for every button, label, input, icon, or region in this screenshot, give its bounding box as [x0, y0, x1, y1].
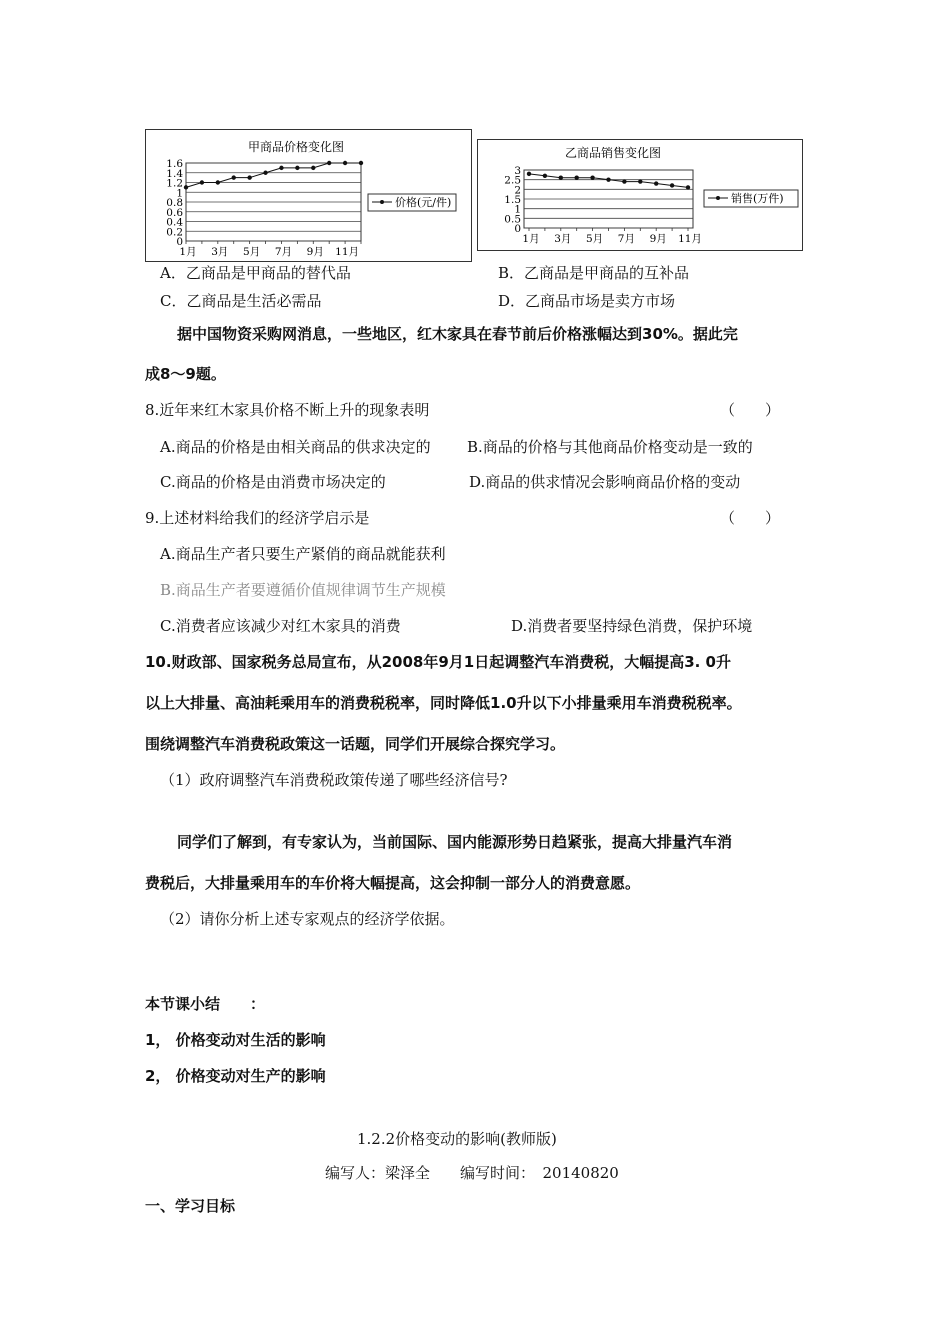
x-tick-label: 3月	[211, 246, 229, 258]
q10-material-line2: 费税后，大排量乘用车的车价将大幅提高，这会抑制一部分人的消费意愿。	[145, 874, 641, 892]
data-point	[279, 166, 283, 170]
data-point	[590, 176, 594, 180]
summary-title: 本节课小结 ：	[145, 995, 266, 1013]
q7-option-c: C．乙商品是生活必需品	[160, 292, 322, 310]
summary-item-2: 2， 价格变动对生产的影响	[145, 1067, 326, 1085]
y-tick-label: 1.4	[166, 167, 183, 180]
teacher-version-title: 1.2.2价格变动的影响(教师版)	[357, 1130, 557, 1148]
q9-option-a: A.商品生产者只要生产紧俏的商品就能获利	[160, 545, 446, 563]
data-point	[606, 177, 610, 181]
q8-option-c: C.商品的价格是由消费市场决定的	[160, 473, 386, 491]
q10-line1: 10.财政部、国家税务总局宣布，从2008年9月1日起调整汽车消费税，大幅提高3. 0升	[145, 653, 731, 671]
x-tick-label: 5月	[243, 246, 261, 258]
data-point	[216, 180, 220, 184]
material-89-line1: 据中国物资采购网消息，一些地区，红木家具在春节前后价格涨幅达到30%。据此完	[177, 325, 738, 343]
author-line: 编写人：梁泽全 编写时间： 20140820	[325, 1164, 619, 1182]
q10-material-line1: 同学们了解到，有专家认为，当前国际、国内能源形势日趋紧张，提高大排量汽车消	[177, 833, 733, 851]
x-tick-label: 7月	[617, 233, 635, 245]
y-tick-label: 0.5	[504, 213, 521, 226]
data-point	[670, 183, 674, 187]
x-tick-label: 5月	[586, 233, 604, 245]
x-tick-label: 11月	[678, 233, 702, 245]
data-point	[559, 176, 563, 180]
data-point	[359, 161, 363, 165]
section-heading-goals: 一、学习目标	[145, 1197, 236, 1215]
y-tick-label: 2.5	[504, 174, 521, 187]
data-point	[263, 171, 267, 175]
q7-option-a: A．乙商品是甲商品的替代品	[160, 264, 351, 282]
q9-answer-paren: （ ）	[720, 509, 781, 527]
q8-option-a: A.商品的价格是由相关商品的供求决定的	[160, 438, 431, 456]
data-point	[200, 180, 204, 184]
data-point	[527, 172, 531, 176]
chart-a-legend-label: 价格(元/件)	[395, 196, 452, 209]
q10-line3: 围绕调整汽车消费税政策这一话题，同学们开展综合探究学习。	[145, 735, 566, 753]
data-point	[343, 161, 347, 165]
q8-answer-paren: （ ）	[720, 401, 781, 419]
q8-stem: 8.近年来红木家具价格不断上升的现象表明	[145, 401, 430, 419]
q9-option-c: C.消费者应该减少对红木家具的消费	[160, 617, 401, 635]
chart-b-legend	[704, 190, 798, 207]
y-tick-label: 0.6	[166, 206, 183, 219]
y-tick-label: 1.2	[166, 177, 183, 190]
q10-subquestion-2: （2）请你分析上述专家观点的经济学依据。	[160, 910, 455, 928]
q7-option-d: D．乙商品市场是卖方市场	[498, 292, 676, 310]
x-tick-label: 11月	[335, 246, 360, 258]
q9-option-d: D.消费者要坚持绿色消费，保护环境	[511, 617, 753, 635]
chart-b-title: 乙商品销售变化图	[564, 146, 662, 160]
data-point	[638, 179, 642, 183]
data-point	[686, 185, 690, 189]
x-tick-label: 1月	[522, 233, 540, 245]
sales-chart-b	[477, 139, 803, 251]
q7-option-b: B．乙商品是甲商品的互补品	[498, 264, 690, 282]
data-point	[232, 175, 236, 179]
q10-subquestion-1: （1）政府调整汽车消费税政策传递了哪些经济信号?	[160, 771, 508, 789]
y-tick-label: 0.4	[166, 216, 183, 229]
price-chart-a-svg	[146, 130, 471, 261]
q8-option-d: D.商品的供求情况会影响商品价格的变动	[469, 473, 741, 491]
x-tick-label: 7月	[274, 246, 293, 258]
data-point	[622, 179, 626, 183]
y-tick-label: 0.8	[166, 197, 183, 209]
y-tick-label: 0.2	[166, 226, 183, 239]
y-tick-label: 1	[176, 187, 183, 200]
y-tick-label: 1	[514, 203, 521, 216]
y-tick-label: 1.6	[166, 158, 183, 170]
x-tick-label: 9月	[649, 233, 667, 245]
x-tick-label: 1月	[179, 246, 197, 258]
q9-option-b: B.商品生产者要遵循价值规律调节生产规模	[160, 581, 446, 599]
data-point	[247, 175, 251, 179]
data-point	[311, 166, 315, 170]
data-point	[327, 161, 331, 165]
chart-a-legend	[368, 194, 456, 211]
material-89-line2: 成8～9题。	[145, 365, 226, 383]
y-tick-label: 2	[514, 184, 521, 197]
data-point	[654, 181, 658, 185]
data-point	[295, 166, 299, 170]
data-point	[184, 185, 188, 189]
q9-stem: 9.上述材料给我们的经济学启示是	[145, 509, 370, 527]
y-tick-label: 1.5	[504, 194, 521, 206]
x-tick-label: 3月	[554, 233, 572, 245]
data-point	[543, 174, 547, 178]
chart-a-title: 甲商品价格变化图	[247, 140, 345, 154]
q10-line2: 以上大排量、高油耗乘用车的消费税税率，同时降低1.0升以下小排量乘用车消费税税率。	[145, 694, 742, 712]
series-line	[186, 163, 361, 187]
y-tick-label: 0	[176, 236, 183, 248]
summary-item-1: 1， 价格变动对生活的影响	[145, 1031, 326, 1049]
chart-b-legend-label: 销售(万件)	[731, 192, 784, 205]
y-tick-label: 3	[514, 165, 521, 177]
y-tick-label: 0	[514, 223, 521, 235]
data-point	[575, 176, 579, 180]
q8-option-b: B.商品的价格与其他商品价格变动是一致的	[467, 438, 753, 456]
sales-chart-b-svg	[478, 140, 802, 250]
x-tick-label: 9月	[306, 246, 324, 258]
price-chart-a	[145, 129, 472, 262]
